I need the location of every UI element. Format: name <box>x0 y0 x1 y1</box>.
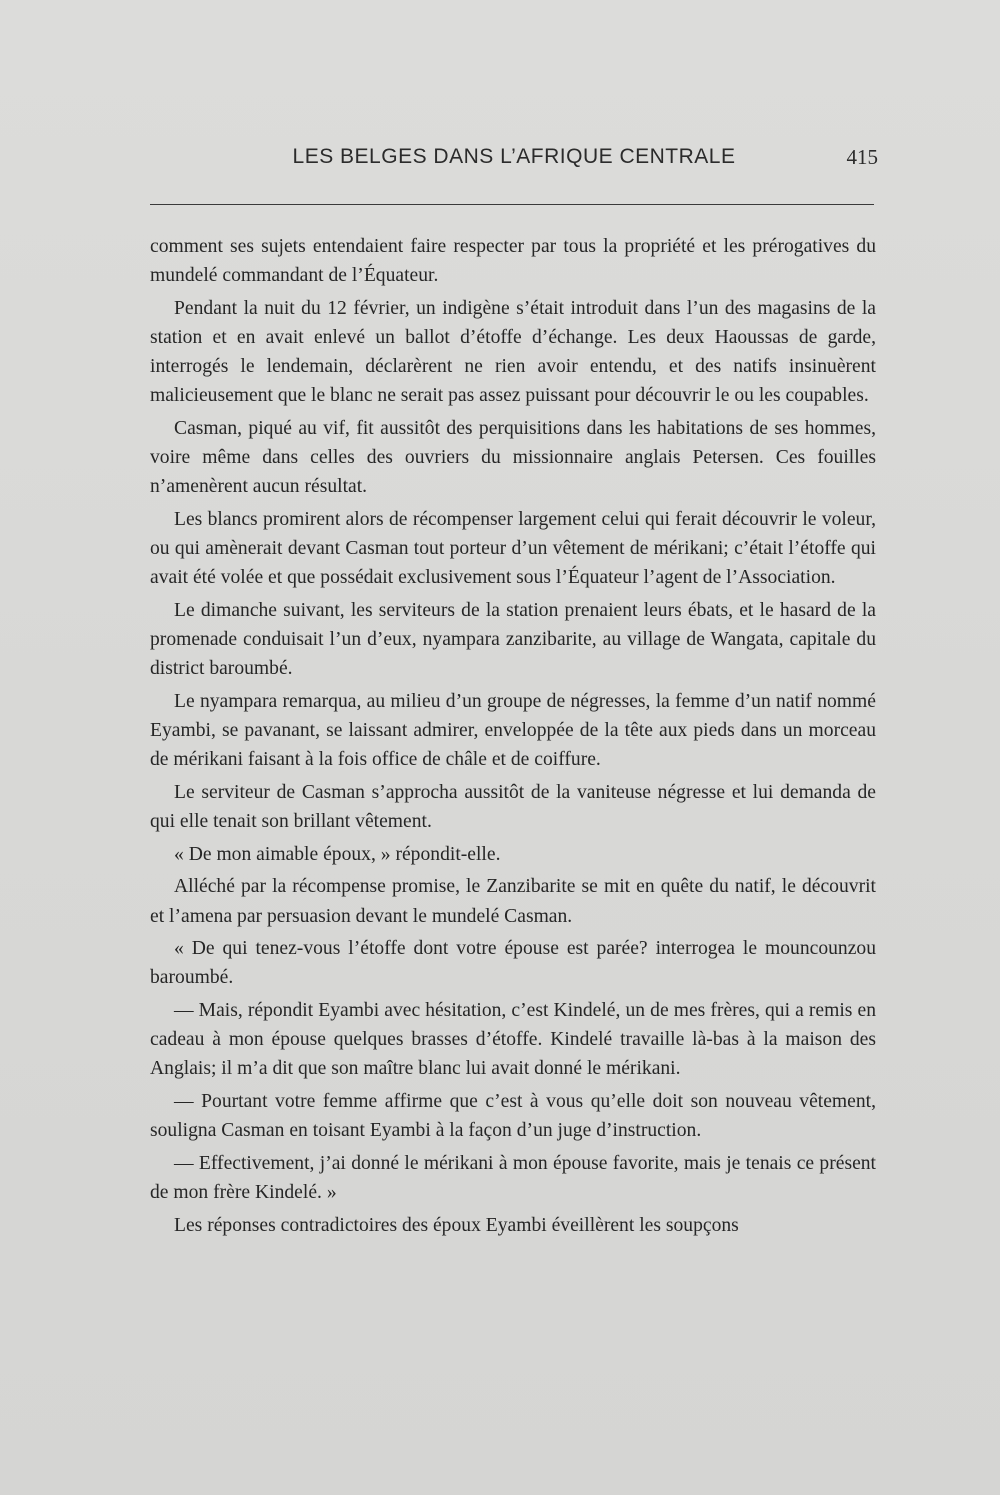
paragraph: « De mon aimable époux, » répondit-elle. <box>174 843 501 865</box>
paragraph: comment ses sujets entendaient faire respecter par tous la propriété et les prérogatives du mundelé commandant de l’Équateur. <box>150 236 876 287</box>
paragraph: Casman, piqué au vif, fit aussitôt des perquisitions dans les habitations de ses hommes, voire même dans celles des ouvriers du missionnaire anglais Petersen. Ces fouilles n’amenèrent aucun résultat. <box>150 418 876 498</box>
paragraph: — Mais, répondit Eyambi avec hésitation, c’est Kindelé, un de mes frères, qui a remis en cadeau à mon épouse quelques brasses d’étoffe. Kindelé travaille là-bas à la maison des Anglais; il m’a dit que son maître blanc lui avait donné le mérikani. <box>150 999 876 1080</box>
paragraph: Le serviteur de Casman s’approcha aussitôt de la vaniteuse négresse et lui demanda de qui elle tenait son brillant vêtement. <box>150 782 876 833</box>
running-head <box>150 145 878 177</box>
header-rule <box>150 204 874 205</box>
paragraph: Pendant la nuit du 12 février, un indigène s’était introduit dans l’un des magasins de la station et en avait enlevé un ballot d’étoffe d’échange. Les deux Haoussas de garde, interrogés le lendemain, déclarèrent ne rien avoir entendu, et des natifs insinuèrent malicieusement que le blanc ne serait pas assez puissant pour découvrir le ou les coupables. <box>150 297 876 407</box>
running-title: LES BELGES DANS L’AFRIQUE CENTRALE <box>292 145 736 168</box>
paragraph: — Effectivement, j’ai donné le mérikani à mon épouse favorite, mais je tenais ce présent de mon frère Kindelé. » <box>150 1152 876 1203</box>
paragraph: Alléché par la récompense promise, le Zanzibarite se mit en quête du natif, le découvrit et l’amena par persuasion devant le mundelé Casman. <box>150 876 876 927</box>
paragraph: Les blancs promirent alors de récompenser largement celui qui ferait découvrir le voleur, ou qui amènerait devant Casman tout porteur d’un vêtement de mérikani; c’était l’étoffe qui avait été volée et que possédait exclusivement sous l’Équateur l’agent de l’Association. <box>150 509 876 589</box>
body-text <box>150 232 876 1243</box>
paragraph: Les réponses contradictoires des époux Eyambi éveillèrent les soupçons <box>174 1214 739 1236</box>
paragraph: « De qui tenez-vous l’étoffe dont votre épouse est parée? interrogea le mouncounzou baroumbé. <box>150 938 876 989</box>
paragraph: Le dimanche suivant, les serviteurs de la station prenaient leurs ébats, et le hasard de la promenade conduisait l’un d’eux, nyampara zanzibarite, au village de Wangata, capitale du district baroumbé. <box>150 600 876 680</box>
page-number: 415 <box>846 145 878 169</box>
paragraph: Le nyampara remarqua, au milieu d’un groupe de négresses, la femme d’un natif nommé Eyambi, se pavanant, se laissant admirer, enveloppée de la tête aux pieds dans un morceau de mérikani faisant à la fois office de châle et de coiffure. <box>150 691 876 771</box>
paragraph: — Pourtant votre femme affirme que c’est à vous qu’elle doit son nouveau vêtement, souligna Casman en toisant Eyambi à la façon d’un juge d’instruction. <box>150 1090 876 1142</box>
